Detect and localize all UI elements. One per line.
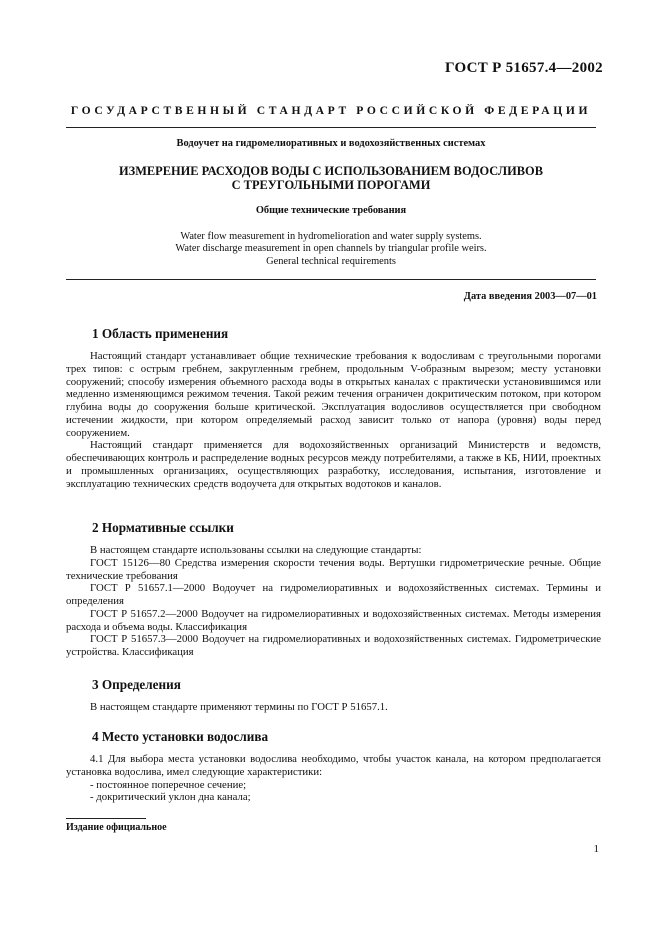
section-heading: 1 Область применения	[92, 326, 229, 341]
english-title-line-3: General technical requirements	[266, 255, 396, 267]
paragraph: 4.1 Для выбора места установки водослива необходимо, чтобы участок канала, на котором предполагается установка водослива, имел следующие характеристики:	[66, 753, 601, 778]
paragraph: Настоящий стандарт применяется для водохозяйственных организаций Министерств и ведомств, обеспечивающих контроль и распределение водных ресурсов между потребителями, а также в КБ, НИИ, проектных и промышленных организациях, осуществляющих разработку, исследования, испытания, изготовление и эксплуатацию технических средств водоучета для открытых водотоков и каналов.	[66, 439, 601, 490]
document-subject: Водоучет на гидромелиоративных и водохозяйственных системах	[176, 138, 486, 149]
paragraph: Настоящий стандарт устанавливает общие технические требования к водосливам с треугольными порогами трех типов: с острым гребнем, закругленным гребнем, продольным V-образным вырезом; месту установки сооружений; способу измерения объемного расхода воды в открытых каналах с практически установившимся или медленно изменяющимся режимом течения. Такой режим течения ограничен докритическим потоком, при котором глубина воды до сооружения больше критической. Эксплуатация водосливов осуществляется при свободном истечении жидкости, при котором определяемый расход зависит только от напора (уровня) воды перед сооружением.	[66, 350, 601, 439]
english-title-line-1: Water flow measurement in hydromelioration and water supply systems.	[180, 231, 482, 242]
title-line-1: ИЗМЕРЕНИЕ РАСХОДОВ ВОДЫ С ИСПОЛЬЗОВАНИЕМ ВОДОСЛИВОВ	[119, 164, 543, 178]
section-heading: 4 Место установки водослива	[92, 729, 269, 744]
paragraph: В настоящем стандарте использованы ссылки на следующие стандарты:	[90, 544, 422, 556]
section-heading: 3 Определения	[92, 677, 181, 692]
reference-item: ГОСТ Р 51657.2—2000 Водоучет на гидромелиоративных и водохозяйственных системах. Методы измерения расхода и объема воды. Классификация	[66, 607, 601, 633]
reference-item: ГОСТ Р 51657.1—2000 Водоучет на гидромелиоративных и водохозяйственных системах. Термины и определения	[66, 582, 601, 607]
title-divider	[66, 279, 596, 280]
list-item: - постоянное поперечное сечение;	[90, 778, 247, 791]
footer-divider	[66, 818, 146, 819]
official-edition-label: Издание официальное	[66, 822, 167, 833]
section-normative-references	[66, 520, 601, 659]
document-number: ГОСТ Р 51657.4—2002	[445, 60, 603, 76]
page-number: 1	[593, 843, 599, 855]
introduction-date: Дата введения 2003—07—01	[463, 291, 597, 302]
list-item: - докритический уклон дна канала;	[90, 791, 251, 804]
paragraph: В настоящем стандарте применяют термины по ГОСТ Р 51657.1.	[90, 701, 388, 713]
section-scope	[66, 326, 601, 490]
reference-item: ГОСТ Р 51657.3—2000 Водоучет на гидромелиоративных и водохозяйственных системах. Гидрометрические устройства. Классификация	[66, 633, 601, 658]
english-title	[66, 231, 596, 268]
section-weir-location	[66, 729, 601, 804]
english-title-line-2: Water discharge measurement in open channels by triangular profile weirs.	[175, 243, 487, 255]
requirements-list	[66, 779, 601, 805]
header-divider	[66, 127, 596, 128]
title-line-2: С ТРЕУГОЛЬНЫМИ ПОРОГАМИ	[231, 178, 431, 192]
section-definitions	[66, 677, 601, 714]
document-title	[66, 164, 596, 192]
state-standard-header: ГОСУДАРСТВЕННЫЙ СТАНДАРТ РОССИЙСКОЙ ФЕДЕРАЦИИ	[70, 104, 592, 117]
document-subtitle: Общие технические требования	[255, 205, 407, 216]
section-heading: 2 Нормативные ссылки	[92, 520, 234, 535]
reference-item: ГОСТ 15126—80 Средства измерения скорости течения воды. Вертушки гидрометрические речные. Общие технические требования	[66, 556, 601, 582]
